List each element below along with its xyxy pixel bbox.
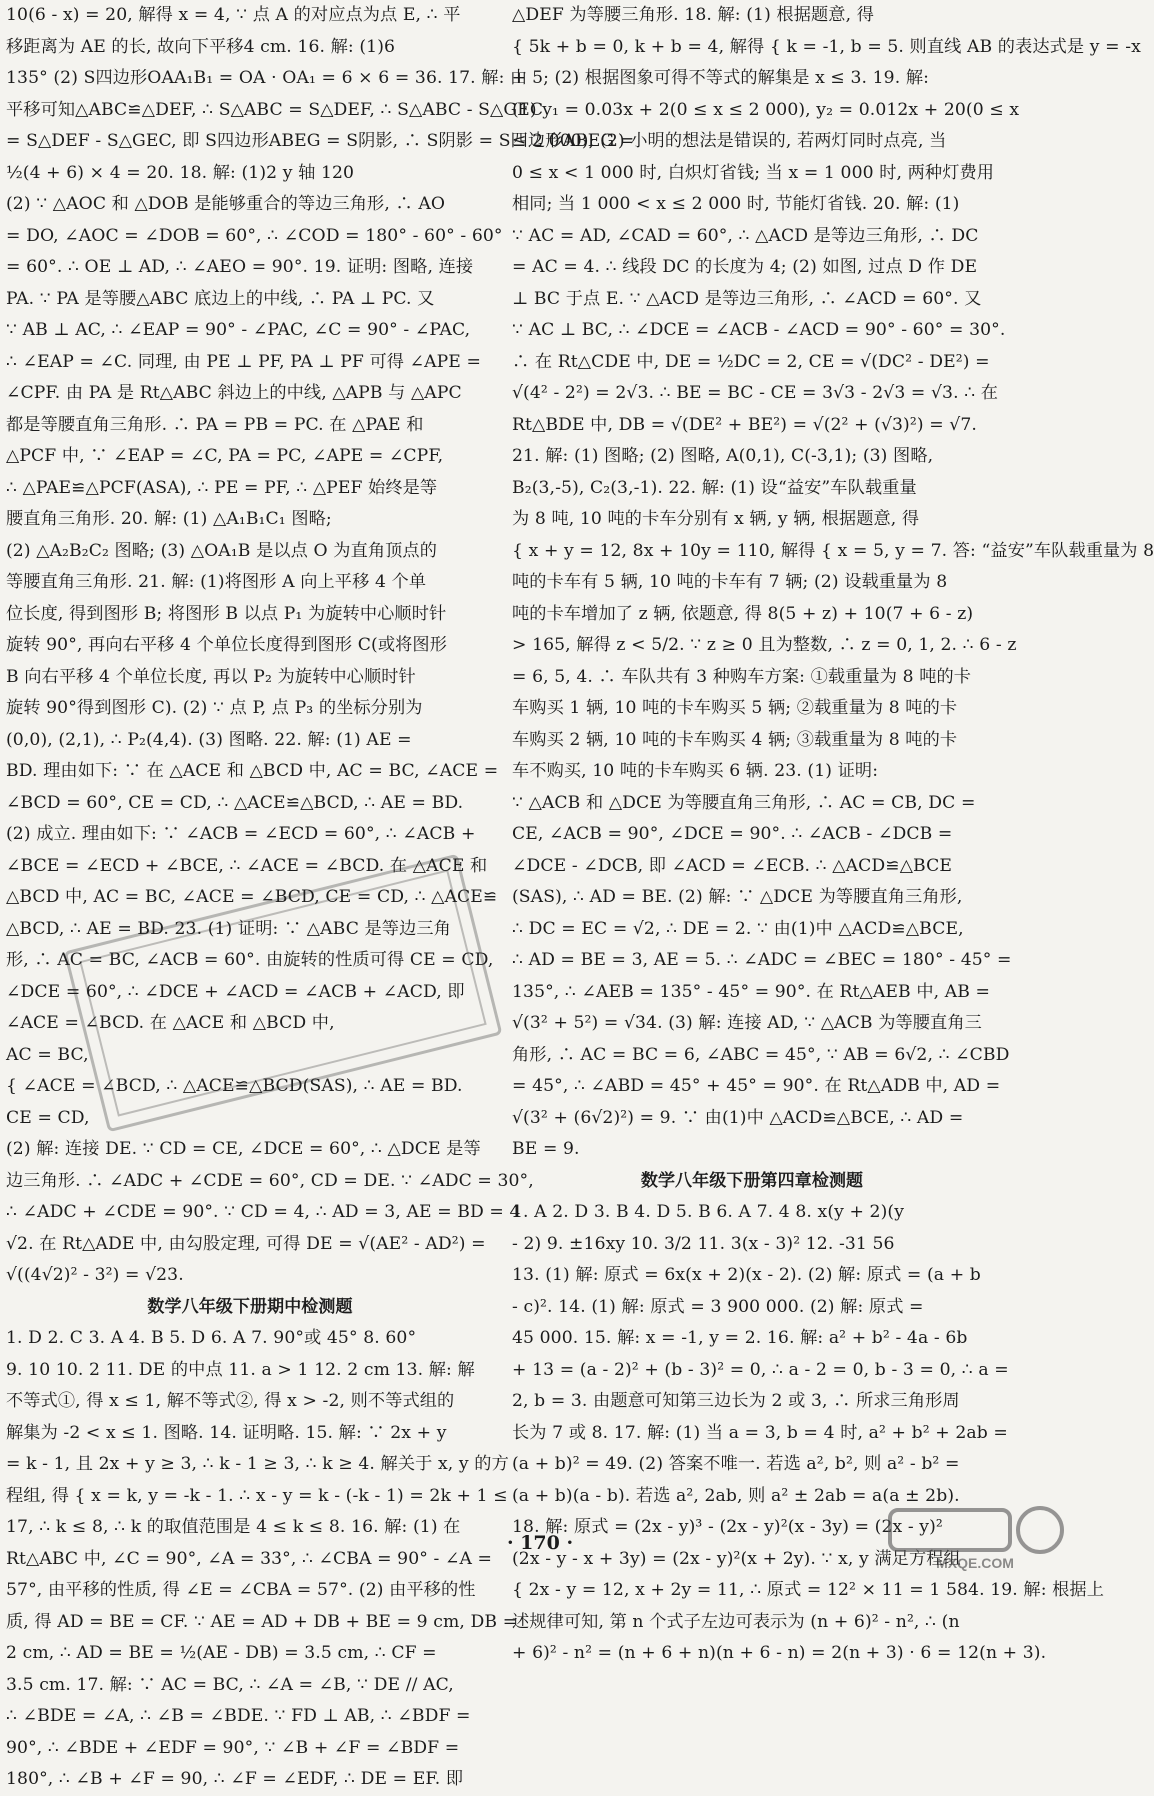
- text-line: (2) 解: 连接 DE. ∵ CD = CE, ∠DCE = 60°, ∴ △DCE 是等: [6, 1139, 481, 1159]
- text-line: Rt△BDE 中, DB = √(DE² + BE²) = √(2² + (√3)²) = √7.: [512, 414, 977, 435]
- text-line: CE = CD,: [6, 1107, 90, 1128]
- text-line: √(4² - 2²) = 2√3. ∴ BE = BC - CE = 3√3 - 2√3 = √3. ∴ 在: [512, 383, 999, 403]
- text-line: (1) y₁ = 0.03x + 2(0 ≤ x ≤ 2 000), y₂ = 0.012x + 20(0 ≤ x: [512, 99, 1020, 120]
- text-line: ∴ ∠EAP = ∠C. 同理, 由 PE ⊥ PF, PA ⊥ PF 可得 ∠APE =: [6, 351, 481, 372]
- text-line: 为 8 吨, 10 吨的卡车分别有 x 辆, y 辆, 根据题意, 得: [512, 509, 920, 529]
- text-line: + 13 = (a - 2)² + (b - 3)² = 0, ∴ a - 2 = 0, b - 3 = 0, ∴ a =: [512, 1359, 1009, 1380]
- text-line: √(3² + (6√2)²) = 9. ∵ 由(1)中 △ACD≌△BCE, ∴ AD =: [512, 1107, 964, 1128]
- text-line: = 60°. ∴ OE ⊥ AD, ∴ ∠AEO = 90°. 19. 证明: 图略, 连接: [6, 257, 474, 277]
- text-line: ⊥ BC 于点 E. ∵ △ACD 是等边三角形, ∴ ∠ACD = 60°. 又: [512, 288, 982, 309]
- text-line: ∵ △ACB 和 △DCE 为等腰直角三角形, ∴ AC = CB, DC =: [512, 792, 976, 813]
- text-line: ∴ DC = EC = √2, ∴ DE = 2. ∵ 由(1)中 △ACD≌△BCE,: [512, 918, 964, 939]
- text-line: 9. 10 10. 2 11. DE 的中点 11. a > 1 12. 2 cm 13. 解: 解: [6, 1359, 475, 1380]
- text-line: 述规律可知, 第 n 个式子左边可表示为 (n + 6)² - n², ∴ (n: [512, 1611, 960, 1632]
- text-line: = 6, 5, 4. ∴ 车队共有 3 种购车方案: ①载重量为 8 吨的卡: [512, 666, 972, 687]
- text-line: = DO, ∠AOC = ∠DOB = 60°, ∴ ∠COD = 180° - 60° - 60°: [6, 225, 503, 246]
- text-line: 程组, 得 { x = k, y = -k - 1. ∴ x - y = k - (-k - 1) = 2k + 1 ≤: [6, 1485, 508, 1506]
- text-line: ∠DCE = 60°, ∴ ∠DCE + ∠ACD = ∠ACB + ∠ACD, 即: [6, 981, 465, 1002]
- text-line: + 6)² - n² = (n + 6 + n)(n + 6 - n) = 2(n + 3) · 6 = 12(n + 3).: [512, 1643, 1047, 1663]
- watermark-text: MXQE.COM: [936, 1555, 1014, 1571]
- text-line: 2 cm, ∴ AD = BE = ½(AE - DB) = 3.5 cm, ∴ CF =: [6, 1643, 437, 1663]
- text-line: √2. 在 Rt△ADE 中, 由勾股定理, 可得 DE = √(AE² - AD²) =: [6, 1233, 486, 1254]
- text-line: ∠CPF. 由 PA 是 Rt△ABC 斜边上的中线, △APB 与 △APC: [6, 383, 462, 403]
- text-line: BD. 理由如下: ∵ 在 △ACE 和 △BCD 中, AC = BC, ∠ACE =: [6, 761, 499, 781]
- text-line: CE, ∠ACB = 90°, ∠DCE = 90°. ∴ ∠ACB - ∠DCB =: [512, 824, 953, 844]
- text-line: ∴ ∠BDE = ∠A, ∴ ∠B = ∠BDE. ∵ FD ⊥ AB, ∴ ∠BDF =: [6, 1706, 471, 1726]
- text-line: 质, 得 AD = BE = CF. ∵ AE = AD + DB + BE = 9 cm, DB =: [6, 1611, 518, 1632]
- text-line: ≤ 2 000); (2) 小明的想法是错误的, 若两灯同时点亮, 当: [512, 131, 947, 151]
- text-line: 180°, ∴ ∠B + ∠F = 90, ∴ ∠F = ∠EDF, ∴ DE = EF. 即: [6, 1769, 464, 1789]
- text-line: 解集为 -2 < x ≤ 1. 图略. 14. 证明略. 15. 解: ∵ 2x + y: [6, 1422, 447, 1443]
- text-line: 位长度, 得到图形 B; 将图形 B 以点 P₁ 为旋转中心顺时针: [6, 603, 447, 624]
- text-line: - c)². 14. (1) 解: 原式 = 3 900 000. (2) 解: 原式 =: [512, 1296, 924, 1317]
- text-line: 长为 7 或 8. 17. 解: (1) 当 a = 3, b = 4 时, a² + b² + 2ab =: [512, 1422, 1008, 1443]
- text-line: (2) 成立. 理由如下: ∵ ∠ACB = ∠ECD = 60°, ∴ ∠ACB +: [6, 824, 476, 844]
- text-line: B₂(3,-5), C₂(3,-1). 22. 解: (1) 设“益安”车队载重量: [512, 477, 917, 498]
- text-line: 平移可知△ABC≌△DEF, ∴ S△ABC = S△DEF, ∴ S△ABC - S△GEC: [6, 99, 544, 120]
- text-line: - 2) 9. ±16xy 10. 3/2 11. 3(x - 3)² 12. -31 56: [512, 1233, 895, 1254]
- text-line: △BCD 中, AC = BC, ∠ACE = ∠BCD, CE = CD, ∴ △ACE≌: [6, 887, 498, 907]
- text-line: 45 000. 15. 解: x = -1, y = 2. 16. 解: a² + b² - 4a - 6b: [512, 1328, 968, 1348]
- text-line: 2, b = 3. 由题意可知第三边长为 2 或 3, ∴ 所求三角形周: [512, 1391, 960, 1411]
- text-line: 不等式①, 得 x ≤ 1, 解不等式②, 得 x > -2, 则不等式组的: [6, 1391, 455, 1411]
- text-line: 吨的卡车增加了 z 辆, 依题意, 得 8(5 + z) + 10(7 + 6 - z): [512, 603, 974, 624]
- text-line: = 45°, ∴ ∠ABD = 45° + 45° = 90°. 在 Rt△ADB 中, AD =: [512, 1076, 1001, 1096]
- text-line: ∴ ∠ADC + ∠CDE = 90°. ∵ CD = 4, ∴ AD = 3, AE = BD = 4: [6, 1202, 521, 1222]
- text-line: △DEF 为等腰三角形. 18. 解: (1) 根据题意, 得: [512, 5, 874, 25]
- text-line: (a + b)(a - b). 若选 a², 2ab, 则 a² ± 2ab = a(a ± 2b).: [512, 1485, 960, 1506]
- text-line: 车不购买, 10 吨的卡车购买 6 辆. 23. (1) 证明:: [512, 761, 879, 781]
- text-line: 3.5 cm. 17. 解: ∵ AC = BC, ∴ ∠A = ∠B, ∵ DE // AC,: [6, 1674, 454, 1695]
- text-line: { x + y = 12, 8x + 10y = 110, 解得 { x = 5, y = 7. 答: “益安”车队载重量为 8: [512, 540, 1154, 561]
- text-line: B 向右平移 4 个单位长度, 再以 P₂ 为旋转中心顺时针: [6, 666, 416, 687]
- text-line: 90°, ∴ ∠BDE + ∠EDF = 90°, ∵ ∠B + ∠F = ∠BDF =: [6, 1737, 460, 1758]
- text-line: △BCD, ∴ AE = BD. 23. (1) 证明: ∵ △ABC 是等边三角: [6, 918, 451, 939]
- text-line: 18. 解: 原式 = (2x - y)³ - (2x - y)²(x - 3y) = (2x - y)²: [512, 1517, 943, 1537]
- text-line: √(3² + 5²) = √34. (3) 解: 连接 AD, ∵ △ACB 为等腰直角三: [512, 1013, 982, 1033]
- text-line: 旋转 90°, 再向右平移 4 个单位长度得到图形 C(或将图形: [6, 635, 447, 655]
- text-line: { ∠ACE = ∠BCD, ∴ △ACE≌△BCD(SAS), ∴ AE = BD.: [6, 1076, 463, 1096]
- watermark-logo: [880, 1502, 1070, 1572]
- right-column: [512, 0, 1154, 1670]
- text-line: 车购买 2 辆, 10 吨的卡车购买 4 辆; ③载重量为 8 吨的卡: [512, 729, 958, 750]
- text-line: = S△DEF - S△GEC, 即 S四边形ABEG = S阴影, ∴ S阴影 = S四边形ABEG =: [6, 131, 635, 151]
- text-line: { 5k + b = 0, k + b = 4, 解得 { k = -1, b = 5. 则直线 AB 的表达式是 y = -x: [512, 36, 1141, 57]
- text-line: + 5; (2) 根据图象可得不等式的解集是 x ≤ 3. 19. 解:: [512, 68, 930, 88]
- text-line: Rt△ABC 中, ∠C = 90°, ∠A = 33°, ∴ ∠CBA = 90° - ∠A =: [6, 1548, 493, 1569]
- text-line: ½(4 + 6) × 4 = 20. 18. 解: (1)2 y 轴 120: [6, 162, 355, 183]
- text-line: (2) △A₂B₂C₂ 图略; (3) △OA₁B 是以点 O 为直角顶点的: [6, 540, 438, 561]
- text-line: (2x - y - x + 3y) = (2x - y)²(x + 2y). ∵ x, y 满足方程组: [512, 1548, 961, 1569]
- text-line: ∵ AB ⊥ AC, ∴ ∠EAP = 90° - ∠PAC, ∠C = 90° - ∠PAC,: [6, 320, 471, 340]
- text-line: (0,0), (2,1), ∴ P₂(4,4). (3) 图略. 22. 解: (1) AE =: [6, 729, 412, 750]
- text-line: 17, ∴ k ≤ 8, ∴ k 的取值范围是 4 ≤ k ≤ 8. 16. 解: (1) 在: [6, 1517, 461, 1537]
- text-line: 0 ≤ x < 1 000 时, 白炽灯省钱; 当 x = 1 000 时, 两种灯费用: [512, 162, 995, 183]
- text-line: ∴ 在 Rt△CDE 中, DE = ½DC = 2, CE = √(DC² - DE²) =: [512, 351, 990, 372]
- text-line: 135°, ∴ ∠AEB = 135° - 45° = 90°. 在 Rt△AEB 中, AB =: [512, 981, 991, 1002]
- section-heading: 数学八年级下册第四章检测题: [640, 1170, 864, 1191]
- text-line: △PCF 中, ∵ ∠EAP = ∠C, PA = PC, ∠APE = ∠CPF,: [6, 446, 444, 466]
- section-heading: 数学八年级下册期中检测题: [147, 1296, 353, 1317]
- text-line: 吨的卡车有 5 辆, 10 吨的卡车有 7 辆; (2) 设载重量为 8: [512, 572, 948, 592]
- text-line: 边三角形. ∴ ∠ADC + ∠CDE = 60°, CD = DE. ∵ ∠ADC = 30°,: [6, 1170, 534, 1191]
- text-line: ∴ △PAE≌△PCF(ASA), ∴ PE = PF, ∴ △PEF 始终是等: [6, 477, 438, 498]
- text-line: 1. A 2. D 3. B 4. D 5. B 6. A 7. 4 8. x(y + 2)(y: [512, 1202, 905, 1222]
- text-line: PA. ∵ PA 是等腰△ABC 底边上的中线, ∴ PA ⊥ PC. 又: [6, 288, 435, 309]
- text-line: = AC = 4. ∴ 线段 DC 的长度为 4; (2) 如图, 过点 D 作 DE: [512, 257, 978, 277]
- text-line: ∵ AC ⊥ BC, ∴ ∠DCE = ∠ACB - ∠ACD = 90° - 60° = 30°.: [512, 320, 1006, 340]
- text-line: √((4√2)² - 3²) = √23.: [6, 1265, 184, 1285]
- text-line: 57°, 由平移的性质, 得 ∠E = ∠CBA = 57°. (2) 由平移的性: [6, 1580, 476, 1600]
- text-line: BE = 9.: [512, 1139, 580, 1159]
- text-line: ∠BCD = 60°, CE = CD, ∴ △ACE≌△BCD, ∴ AE = BD.: [6, 792, 464, 813]
- text-line: (a + b)² = 49. (2) 答案不唯一. 若选 a², b², 则 a² - b² =: [512, 1454, 960, 1474]
- text-line: > 165, 解得 z < 5/2. ∵ z ≥ 0 且为整数, ∴ z = 0, 1, 2. ∴ 6 - z: [512, 635, 1017, 655]
- text-line: 相同; 当 1 000 < x ≤ 2 000 时, 节能灯省钱. 20. 解: (1): [512, 194, 960, 214]
- text-line: 1. D 2. C 3. A 4. B 5. D 6. A 7. 90°或 45° 8. 60°: [6, 1328, 417, 1348]
- text-line: (SAS), ∴ AD = BE. (2) 解: ∵ △DCE 为等腰直角三角形,: [512, 887, 963, 907]
- text-line: 21. 解: (1) 图略; (2) 图略, A(0,1), C(-3,1); (3) 图略,: [512, 446, 934, 466]
- text-line: 腰直角三角形. 20. 解: (1) △A₁B₁C₁ 图略;: [6, 509, 332, 529]
- text-line: 移距离为 AE 的长, 故向下平移4 cm. 16. 解: (1)6: [6, 36, 396, 57]
- text-line: 旋转 90°得到图形 C). (2) ∵ 点 P, 点 P₃ 的坐标分别为: [6, 698, 423, 718]
- text-line: 形, ∴ AC = BC, ∠ACB = 60°. 由旋转的性质可得 CE = CD,: [6, 950, 494, 970]
- text-line: 角形, ∴ AC = BC = 6, ∠ABC = 45°, ∵ AB = 6√2, ∴ ∠CBD: [512, 1044, 1010, 1065]
- text-line: ∴ AD = BE = 3, AE = 5. ∴ ∠ADC = ∠BEC = 180° - 45° =: [512, 950, 1012, 970]
- text-line: ∠BCE = ∠ECD + ∠BCE, ∴ ∠ACE = ∠BCD. 在 △ACE 和: [6, 855, 488, 876]
- text-line: (2) ∵ △AOC 和 △DOB 是能够重合的等边三角形, ∴ AO: [6, 194, 446, 214]
- text-line: 135° (2) S四边形OAA₁B₁ = OA · OA₁ = 6 × 6 = 36. 17. 解: 由: [6, 68, 528, 88]
- text-line: { 2x - y = 12, x + 2y = 11, ∴ 原式 = 12² × 11 = 1 584. 19. 解: 根据上: [512, 1580, 1105, 1600]
- text-line: ∠ACE = ∠BCD. 在 △ACE 和 △BCD 中,: [6, 1013, 335, 1033]
- text-line: ∵ AC = AD, ∠CAD = 60°, ∴ △ACD 是等边三角形, ∴ DC: [512, 225, 979, 246]
- text-line: 等腰直角三角形. 21. 解: (1)将图形 A 向上平移 4 个单: [6, 572, 427, 592]
- text-line: ∠DCE - ∠DCB, 即 ∠ACD = ∠ECB. ∴ △ACD≌△BCE: [512, 855, 953, 876]
- text-line: 都是等腰直角三角形. ∴ PA = PB = PC. 在 △PAE 和: [6, 414, 424, 435]
- text-line: 车购买 1 辆, 10 吨的卡车购买 5 辆; ②载重量为 8 吨的卡: [512, 698, 958, 718]
- text-line: AC = BC,: [6, 1044, 89, 1065]
- text-line: = k - 1, 且 2x + y ≥ 3, ∴ k - 1 ≥ 3, ∴ k ≥ 4. 解关于 x, y 的方: [6, 1454, 509, 1474]
- text-line: 13. (1) 解: 原式 = 6x(x + 2)(x - 2). (2) 解: 原式 = (a + b: [512, 1265, 981, 1285]
- text-line: 10(6 - x) = 20, 解得 x = 4, ∵ 点 A 的对应点为点 E, ∴ 平: [6, 5, 461, 25]
- page-number: · 170 ·: [506, 1532, 574, 1554]
